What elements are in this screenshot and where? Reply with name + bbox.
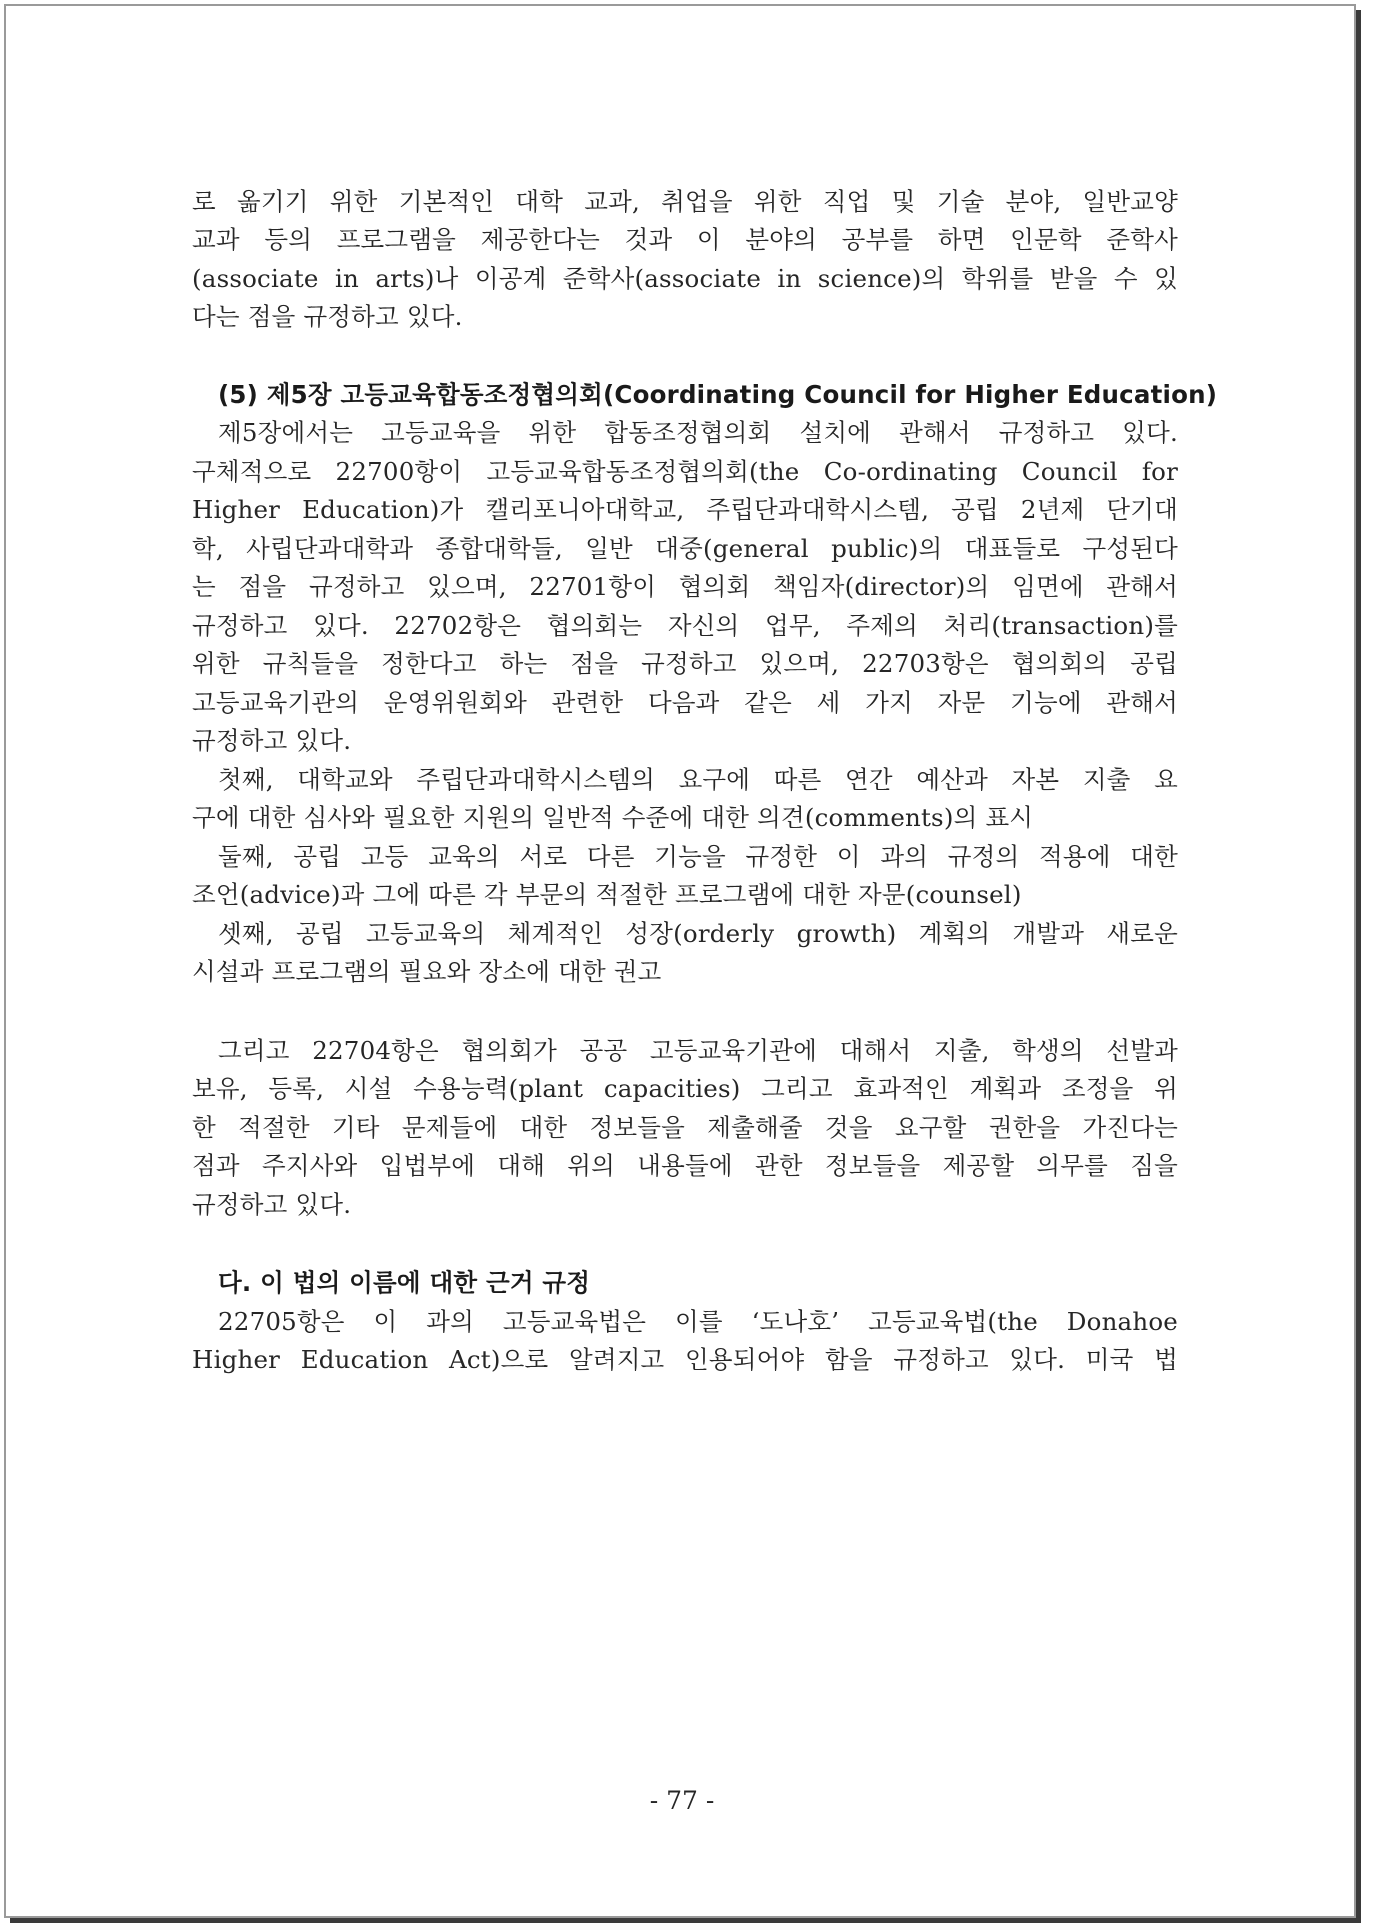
list-item-third: 셋째, 공립 고등교육의 체계적인 성장(orderly growth) 계획의 개발과 새로운	[218, 919, 1178, 948]
section-heading: 다. 이 법의 이름에 대한 근거 규정	[218, 1268, 591, 1297]
paragraph-line: 한 적절한 기타 문제들에 대한 정보들을 제출해줄 것을 요구할 권한을 가진다는	[192, 1113, 1178, 1142]
list-item-third: 시설과 프로그램의 필요와 장소에 대한 권고	[192, 957, 662, 986]
list-item-first: 첫째, 대학교와 주립단과대학시스템의 요구에 따른 연간 예산과 자본 지출 요	[218, 765, 1178, 794]
paragraph-line: 학, 사립단과대학과 종합대학들, 일반 대중(general public)의 대표들로 구성된다	[192, 534, 1178, 563]
paragraph-line: 규정하고 있다.	[192, 726, 352, 755]
paragraph-line: 제5장에서는 고등교육을 위한 합동조정협의회 설치에 관해서 규정하고 있다.	[218, 418, 1178, 447]
paragraph-line: 구체적으로 22700항이 고등교육합동조정협의회(the Co-ordinating Council for	[192, 457, 1178, 486]
paragraph-line: 규정하고 있다. 22702항은 협의회는 자신의 업무, 주제의 처리(transaction)를	[192, 611, 1178, 640]
paragraph-line: 위한 규칙들을 정한다고 하는 점을 규정하고 있으며, 22703항은 협의회의 공립	[192, 649, 1178, 678]
paragraph-line: 22705항은 이 과의 고등교육법은 이를 ‘도나호’ 고등교육법(the Donahoe	[218, 1307, 1178, 1336]
list-item-second: 조언(advice)과 그에 따른 각 부문의 적절한 프로그램에 대한 자문(counsel)	[192, 880, 1022, 909]
page-shadow-bottom	[10, 1918, 1361, 1923]
paragraph-line: 고등교육기관의 운영위원회와 관련한 다음과 같은 세 가지 자문 기능에 관해서	[192, 688, 1178, 717]
paragraph-line: 보유, 등록, 시설 수용능력(plant capacities) 그리고 효과적인 계획과 조정을 위	[192, 1074, 1178, 1103]
page-shadow-right	[1356, 10, 1361, 1922]
paragraph-line: 점과 주지사와 입법부에 대해 위의 내용들에 관한 정보들을 제공할 의무를 짐을	[192, 1151, 1178, 1180]
list-item-first: 구에 대한 심사와 필요한 지원의 일반적 수준에 대한 의견(comments)의 표시	[192, 803, 1034, 832]
paragraph-line: 로 옮기기 위한 기본적인 대학 교과, 취업을 위한 직업 및 기술 분야, 일반교양	[192, 187, 1178, 216]
paragraph-line: Higher Education Act)으로 알려지고 인용되어야 함을 규정하고 있다. 미국 법	[192, 1345, 1178, 1374]
paragraph-line: Higher Education)가 캘리포니아대학교, 주립단과대학시스템, 공립 2년제 단기대	[192, 495, 1178, 524]
paragraph-line: 그리고 22704항은 협의회가 공공 고등교육기관에 대해서 지출, 학생의 선발과	[218, 1036, 1178, 1065]
paragraph-line: 교과 등의 프로그램을 제공한다는 것과 이 분야의 공부를 하면 인문학 준학사	[192, 225, 1178, 254]
list-item-second: 둘째, 공립 고등 교육의 서로 다른 기능을 규정한 이 과의 규정의 적용에 대한	[218, 842, 1178, 871]
paragraph-line: 다는 점을 규정하고 있다.	[192, 302, 463, 331]
section-heading: (5) 제5장 고등교육합동조정협의회(Coordinating Council for Higher Education)	[218, 380, 1218, 409]
paragraph-line: 는 점을 규정하고 있으며, 22701항이 협의회 책임자(director)의 임면에 관해서	[192, 572, 1178, 601]
page-number: - 77 -	[649, 1786, 715, 1815]
paragraph-line: 규정하고 있다.	[192, 1190, 352, 1219]
document-page	[4, 4, 1356, 1918]
paragraph-line: (associate in arts)나 이공계 준학사(associate in science)의 학위를 받을 수 있	[192, 264, 1178, 293]
